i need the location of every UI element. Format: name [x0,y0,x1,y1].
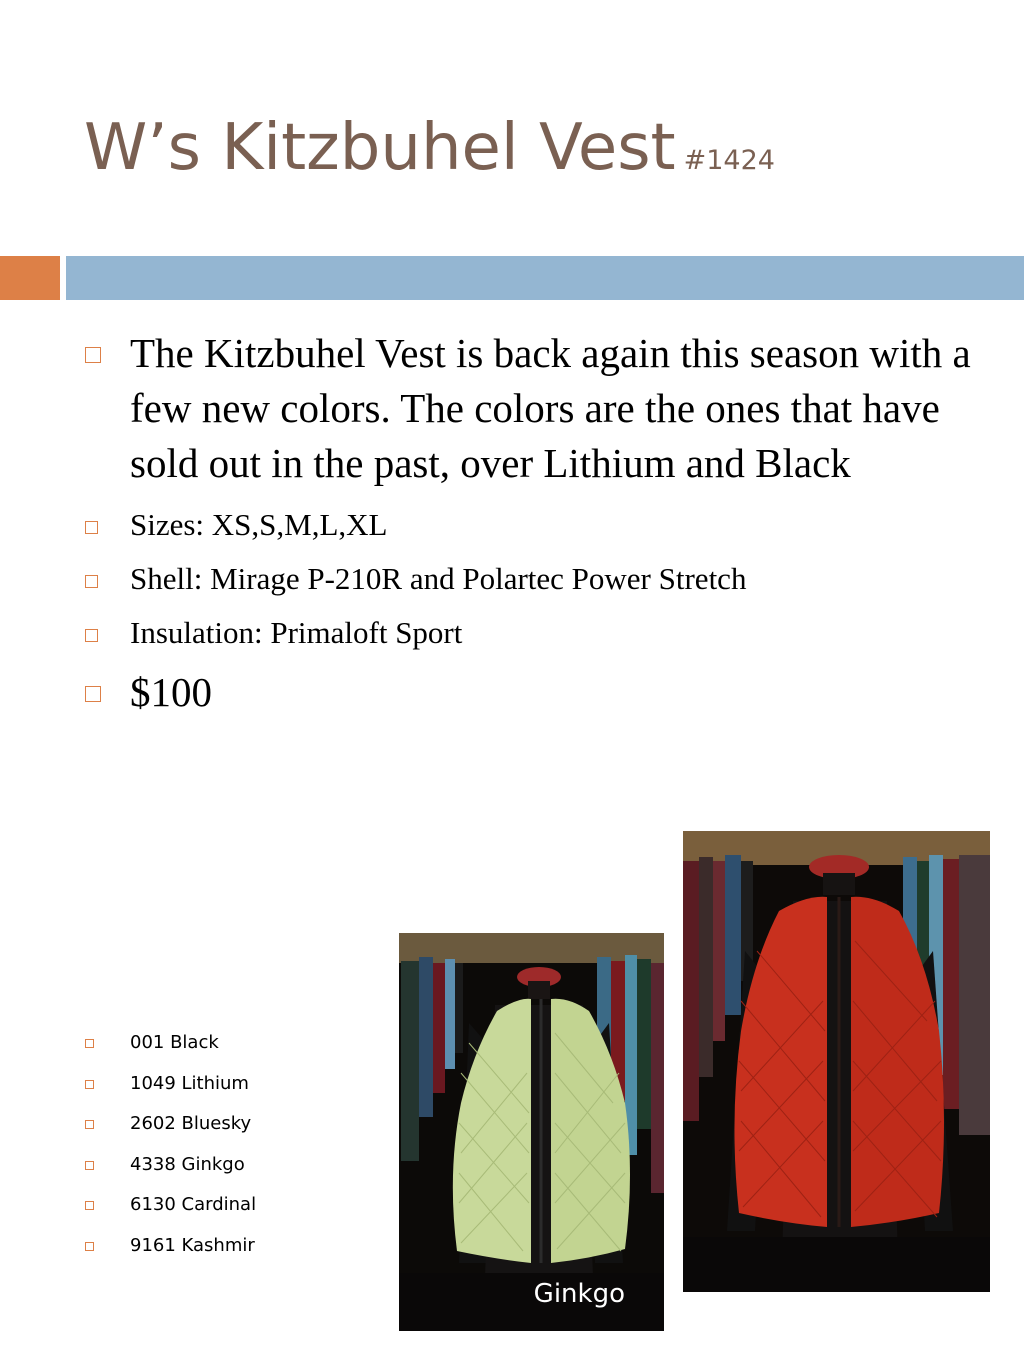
bullet-square-icon [85,521,98,534]
ginkgo-vest-photo [399,933,664,1331]
bullet-square-icon [85,1120,94,1129]
color-item [82,1030,256,1071]
color-label: 001 Black [130,1032,219,1053]
product-model-number: #1424 [683,145,775,176]
insulation-bullet [82,613,982,653]
color-label: 4338 Ginkgo [130,1153,245,1175]
price-text: $100 [130,669,212,715]
bullet-square-icon [85,1161,94,1170]
description-text: The Kitzbuhel Vest is back again this season with a few new colors. The colors are the ones that have sold out in the past, over Lithium and Black [130,330,971,486]
bullet-square-icon [85,686,101,702]
bullet-square-icon [85,1242,94,1251]
cardinal-vest-photo [683,831,990,1292]
feature-list [82,326,982,717]
product-name: W’s Kitzbuhel Vest [84,111,676,185]
bullet-square-icon [85,575,98,588]
sizes-bullet [82,505,982,545]
color-label: 1049 Lithium [130,1072,249,1094]
color-label: 6130 Cardinal [130,1194,257,1216]
accent-square [0,256,60,300]
slide-title [84,108,775,201]
bullet-square-icon [85,1201,94,1210]
bullet-square-icon [85,347,101,363]
color-label: 9161 Kashmir [130,1234,255,1256]
bullet-square-icon [85,629,98,642]
description-bullet [82,326,982,491]
color-item [82,1111,256,1152]
ginkgo-photo-caption: Ginkgo [533,1279,625,1309]
color-item [82,1233,256,1274]
price-bullet [82,667,982,717]
color-item [82,1192,256,1233]
color-item [82,1152,256,1193]
bullet-square-icon [85,1039,94,1048]
shell-text: Shell: Mirage P-210R and Polartec Power Stretch [130,561,747,596]
sizes-text: Sizes: XS,S,M,L,XL [130,507,388,542]
color-label: 2602 Bluesky [130,1113,252,1135]
accent-bar [66,256,1024,300]
color-item [82,1071,256,1112]
shell-bullet [82,559,982,599]
color-list [82,1030,256,1274]
bullet-square-icon [85,1080,94,1089]
insulation-text: Insulation: Primaloft Sport [130,615,463,650]
